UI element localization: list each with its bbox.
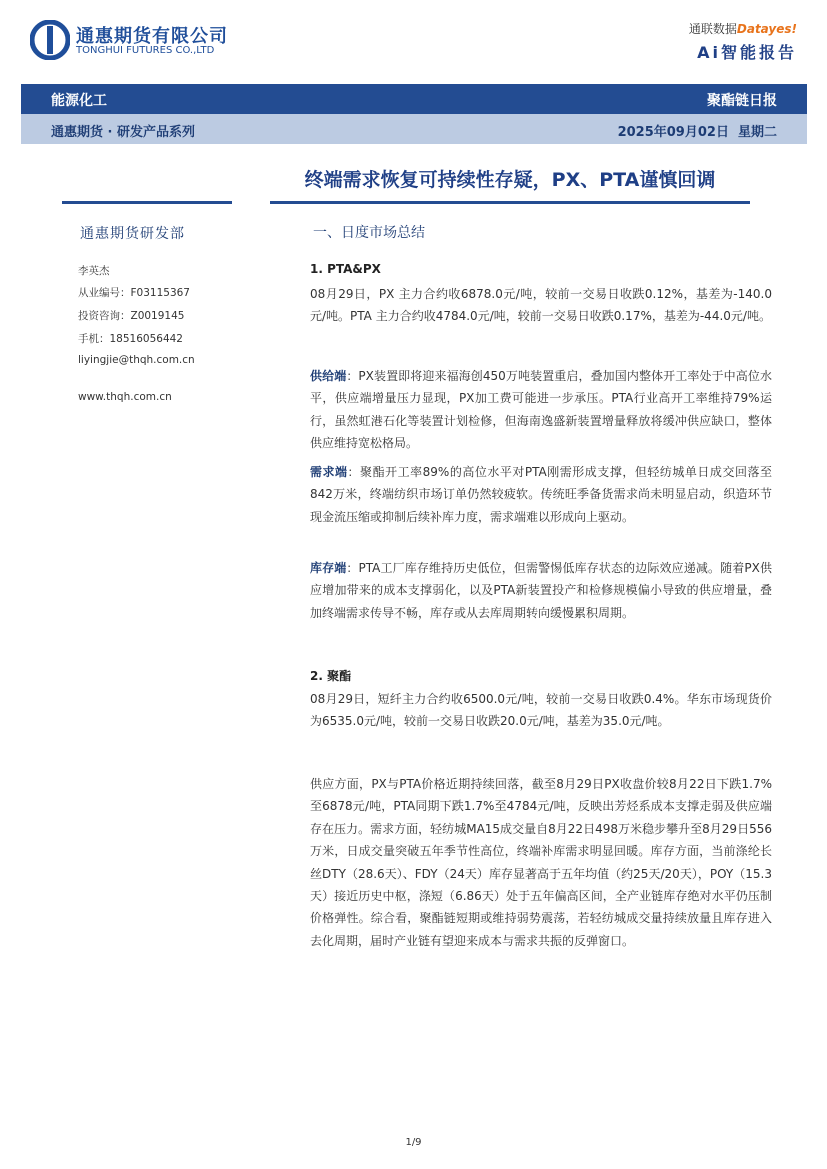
company-name-cn: 通惠期货有限公司 (76, 26, 228, 47)
inventory-paragraph (310, 557, 772, 624)
supply-paragraph (310, 365, 772, 455)
company-logo-icon (30, 20, 70, 60)
demand-paragraph (310, 461, 772, 528)
inventory-text: ：PTA工厂库存维持历史低位，但需警惕低库存状态的边际效应递减。随着PX供应增加带来的成本支撑弱化，以及PTA新装置投产和检修规模偏小导致的供应增量，叠加终端需求传导不畅，库存或从去库周期转向缓慢累积周期。 (310, 561, 772, 620)
brand-data: Datayes! (736, 22, 797, 36)
report-title: 终端需求恢复可持续性存疑，PX、PTA谨慎回调 (304, 169, 716, 191)
demand-text: ：聚酯开工率89%的高位水平对PTA刚需形成支撑，但轻纺城单日成交回落至842万米，终端纺织市场订单仍然较疲软。传统旺季备货需求尚未明显启动，织造环节现金流压缩或抑制后续补库力度，需求端难以形成向上驱动。 (310, 465, 772, 524)
brand-prefix: 通联数据 (688, 22, 737, 36)
ai-report-brand: Ai智能报告 (697, 43, 797, 62)
page-number: 1/9 (405, 1137, 422, 1148)
polyester-analysis-paragraph: 供应方面，PX与PTA价格近期持续回落，截至8月29日PX收盘价较8月22日下跌1.7%至6878元/吨，PTA同期下跌1.7%至4784元/吨，反映出芳烃系成本支撑走弱及供应端存在压力。需求方面，轻纺城MA15成交量自8月22日498万米稳步攀升至8月29日556万米，日成交量突破五年季节性高位，终端补库需求明显回暖。库存方面，当前涤纶长丝DTY（28.6天）、FDY（24天）库存显著高于五年均值（约25天/20天），POY（15.3天）接近历史中枢，涤短（6.86天）处于五年偏高区间，全产业链库存绝对水平仍压制价格弹性。综合看，聚酯链短期或维持弱势震荡，若轻纺城成交量持续放量且库存进入去化周期，届时产业链有望迎来成本与需求共振的反弹窗口。 (310, 777, 772, 948)
email-link[interactable]: liyingjie@thqh.com.cn (78, 354, 195, 366)
report-date: 2025年09月02日 星期二 (617, 125, 777, 140)
supply-label: 供给端 (310, 369, 347, 383)
series-label: 通惠期货 · 研发产品系列 (51, 125, 195, 140)
report-type-label: 聚酯链日报 (707, 93, 777, 109)
subsection-heading-pta: 1. PTA&PX (310, 262, 381, 276)
series-bar (21, 114, 807, 144)
inventory-label: 库存端 (310, 561, 347, 575)
phone-number: 手机：18516056442 (78, 333, 183, 345)
datayes-brand (689, 20, 797, 37)
category-label: 能源化工 (51, 93, 107, 109)
demand-label: 需求端 (310, 465, 348, 479)
department-name: 通惠期货研发部 (80, 226, 185, 242)
pta-price-paragraph: 08月29日，PX 主力合约收6878.0元/吨，较前一交易日收跌0.12%，基差为-140.0元/吨。PTA 主力合约收4784.0元/吨，较前一交易日收跌0.17%，基差为-44.0元/吨。 (310, 287, 772, 324)
company-name-en: TONGHUI FUTURES CO.,LTD (76, 45, 215, 56)
sidebar-divider (62, 201, 232, 204)
license-number: 从业编号：F03115367 (78, 287, 190, 299)
advisory-number: 投资咨询：Z0019145 (78, 310, 185, 322)
polyester-price-paragraph: 08月29日，短纤主力合约收6500.0元/吨，较前一交易日收跌0.4%。华东市场现货价为6535.0元/吨，较前一交易日收跌20.0元/吨，基差为35.0元/吨。 (310, 692, 772, 729)
title-divider (270, 201, 750, 204)
website-link[interactable]: www.thqh.com.cn (78, 391, 172, 403)
author-name: 李英杰 (78, 265, 110, 277)
category-bar (21, 84, 807, 114)
subsection-heading-polyester: 2. 聚酯 (310, 669, 352, 683)
supply-text: ：PX装置即将迎来福海创450万吨装置重启，叠加国内整体开工率处于中高位水平，供应端增量压力显现，PX加工费可能进一步承压。PTA行业高开工率维持79%运行，虽然虹港石化等装置计划检修，但海南逸盛新装置增量释放将缓冲供应缺口，整体供应维持宽松格局。 (310, 369, 772, 451)
section-heading: 一、日度市场总结 (313, 225, 425, 241)
